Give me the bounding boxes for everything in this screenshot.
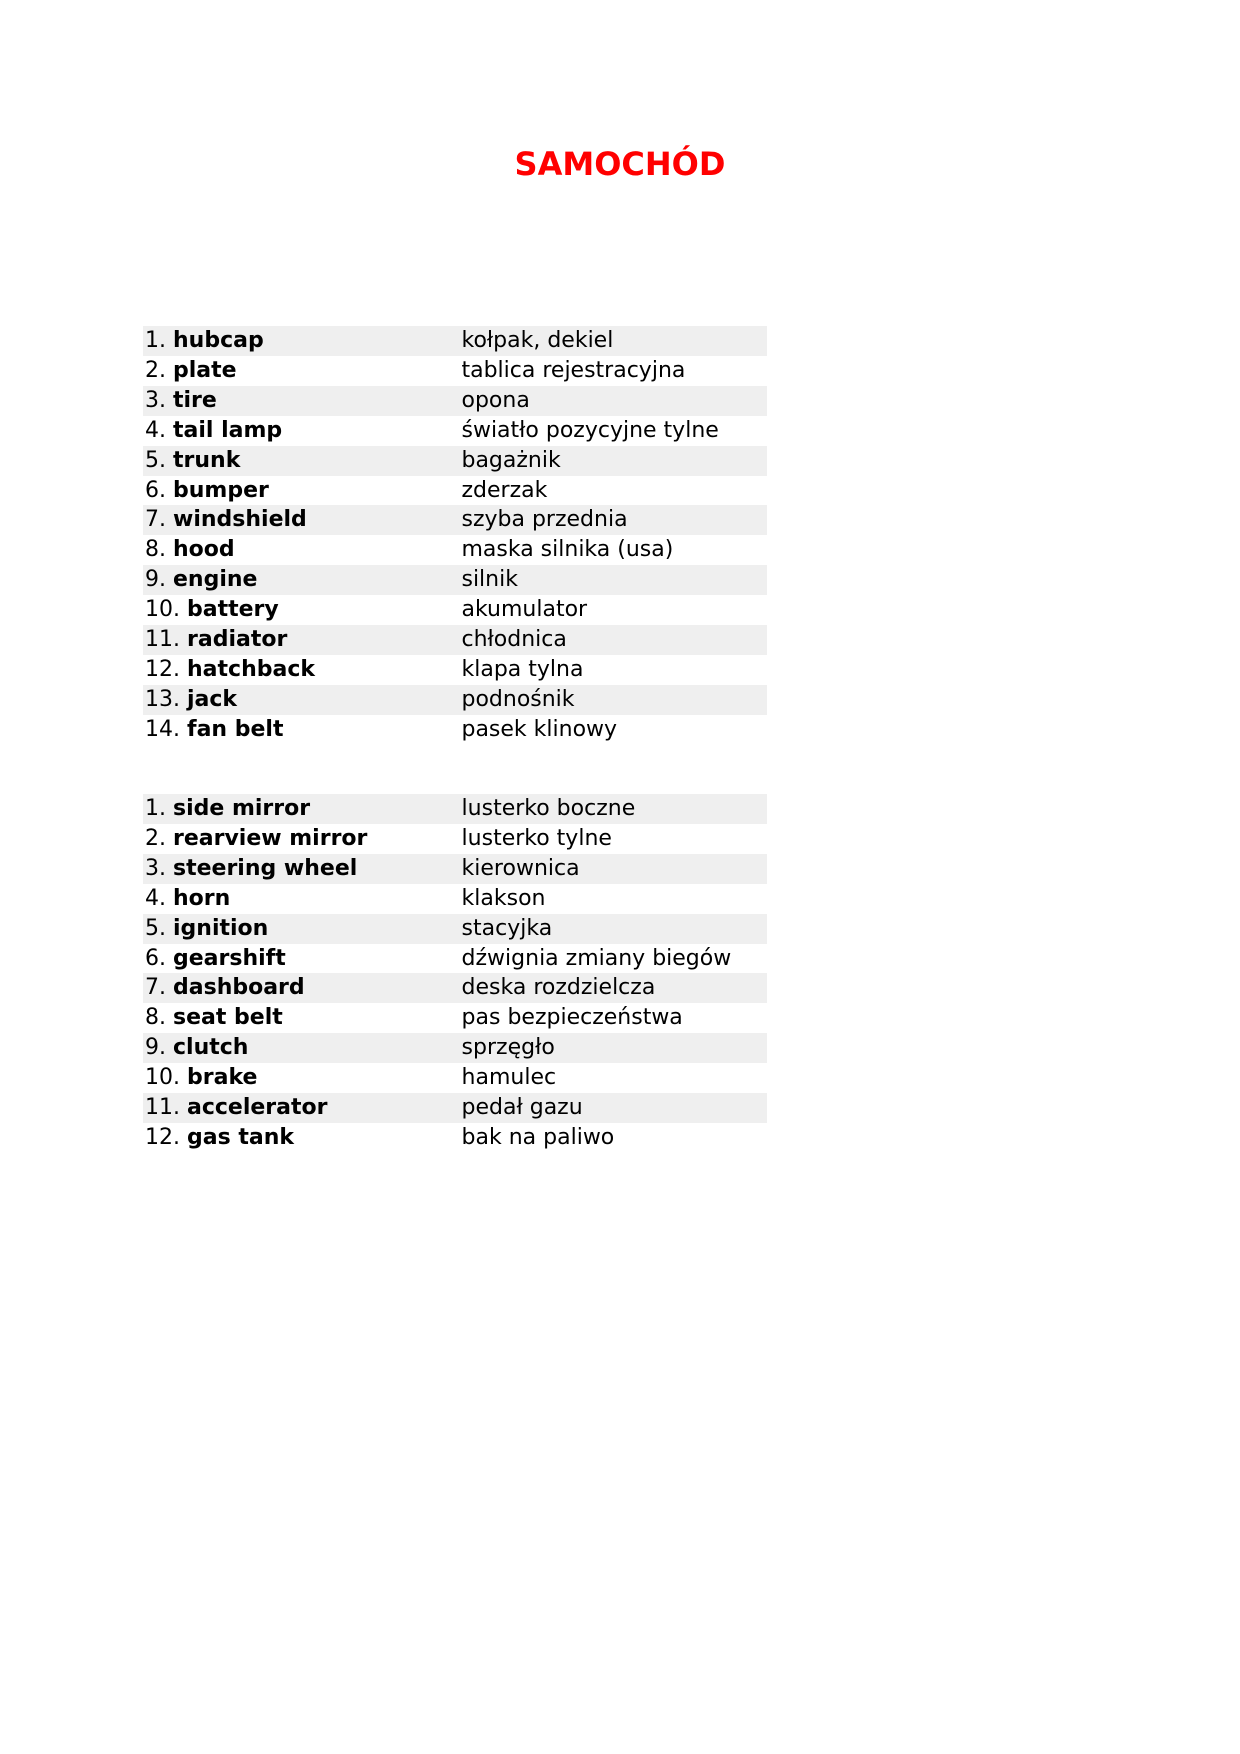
polish-translation: pedał gazu xyxy=(461,1095,583,1121)
vocabulary-row xyxy=(143,416,767,446)
item-number: 11. xyxy=(145,627,180,653)
polish-translation: klakson xyxy=(461,885,546,911)
english-term-cell xyxy=(143,565,461,595)
page-title: SAMOCHÓD xyxy=(514,145,726,183)
polish-translation: akumulator xyxy=(461,597,588,623)
vocabulary-row xyxy=(143,356,767,386)
item-number: 5. xyxy=(145,915,166,941)
english-term-cell xyxy=(143,973,462,1003)
english-term: steering wheel xyxy=(173,855,358,881)
english-term: hatchback xyxy=(187,656,315,682)
item-number: 5. xyxy=(145,447,166,473)
polish-translation: bagażnik xyxy=(461,447,561,473)
item-number: 1. xyxy=(145,796,166,821)
item-number: 4. xyxy=(145,417,166,443)
english-term-cell xyxy=(143,476,461,506)
polish-translation: stacyjka xyxy=(461,915,553,941)
vocabulary-row xyxy=(143,973,767,1003)
vocabulary-table-exterior xyxy=(143,326,767,745)
english-term: bumper xyxy=(173,477,269,503)
vocabulary-row xyxy=(143,476,767,506)
item-number: 2. xyxy=(145,825,166,851)
item-number: 7. xyxy=(145,507,166,533)
polish-translation: silnik xyxy=(461,567,518,593)
polish-translation: deska rozdzielcza xyxy=(461,975,656,1001)
vocabulary-row xyxy=(143,625,767,655)
vocabulary-row xyxy=(143,565,767,595)
polish-translation: sprzęgło xyxy=(461,1035,555,1061)
english-term: accelerator xyxy=(187,1095,328,1121)
english-term: trunk xyxy=(173,447,241,473)
english-term-cell xyxy=(143,824,462,854)
vocabulary-row xyxy=(143,1123,767,1153)
english-term-cell xyxy=(143,625,461,655)
polish-translation: hamulec xyxy=(461,1065,557,1091)
item-number: 12. xyxy=(145,656,180,682)
english-term-cell xyxy=(143,356,461,386)
item-number: 9. xyxy=(145,1035,166,1061)
english-term: windshield xyxy=(173,507,307,533)
english-term: seat belt xyxy=(173,1005,283,1031)
vocabulary-row xyxy=(143,1063,767,1093)
polish-translation: bak na paliwo xyxy=(461,1124,615,1150)
item-number: 10. xyxy=(145,1065,180,1091)
vocabulary-row xyxy=(143,1093,767,1123)
vocabulary-row xyxy=(143,655,767,685)
polish-translation: kołpak, dekiel xyxy=(461,328,614,353)
english-term-cell xyxy=(143,1063,462,1093)
english-term-cell xyxy=(143,655,461,685)
item-number: 12. xyxy=(145,1124,180,1150)
english-term: plate xyxy=(173,357,237,383)
polish-translation: kierownica xyxy=(461,855,580,881)
item-number: 3. xyxy=(145,855,166,881)
item-number: 6. xyxy=(145,945,166,971)
vocabulary-row xyxy=(143,944,767,974)
english-term-cell xyxy=(143,1033,462,1063)
english-term-cell xyxy=(143,914,462,944)
english-term: jack xyxy=(187,686,238,712)
vocabulary-row xyxy=(143,535,767,565)
item-number: 14. xyxy=(145,716,180,742)
polish-translation: szyba przednia xyxy=(461,507,628,533)
item-number: 3. xyxy=(145,387,166,413)
english-term: battery xyxy=(187,597,279,623)
vocabulary-row xyxy=(143,715,767,745)
polish-translation: chłodnica xyxy=(461,627,567,653)
polish-translation: pasek klinowy xyxy=(461,716,618,742)
item-number: 4. xyxy=(145,885,166,911)
polish-translation: lusterko tylne xyxy=(461,825,612,851)
item-number: 9. xyxy=(145,567,166,593)
vocabulary-row xyxy=(143,505,767,535)
item-number: 8. xyxy=(145,1005,166,1031)
english-term: radiator xyxy=(187,627,288,653)
english-term-cell xyxy=(143,505,461,535)
vocabulary-list-exterior xyxy=(143,326,767,745)
vocabulary-row xyxy=(143,326,767,356)
english-term-cell xyxy=(143,794,462,824)
polish-translation: światło pozycyjne tylne xyxy=(461,417,719,443)
english-term: engine xyxy=(173,567,258,593)
english-term-cell xyxy=(143,715,461,745)
vocabulary-row xyxy=(143,884,767,914)
item-number: 13. xyxy=(145,686,180,712)
item-number: 1. xyxy=(145,328,166,353)
english-term: brake xyxy=(187,1065,258,1091)
vocabulary-row xyxy=(143,595,767,625)
english-term-cell xyxy=(143,326,461,356)
english-term: hood xyxy=(173,537,235,563)
vocabulary-row xyxy=(143,854,767,884)
english-term-cell xyxy=(143,595,461,625)
polish-translation: podnośnik xyxy=(461,686,575,712)
vocabulary-row xyxy=(143,1033,767,1063)
english-term: ignition xyxy=(173,915,269,941)
english-term-cell xyxy=(143,535,461,565)
item-number: 2. xyxy=(145,357,166,383)
polish-translation: maska silnika (usa) xyxy=(461,537,674,563)
english-term: dashboard xyxy=(173,975,305,1001)
polish-translation: opona xyxy=(461,387,530,413)
item-number: 8. xyxy=(145,537,166,563)
english-term-cell xyxy=(143,446,461,476)
english-term: horn xyxy=(173,885,231,911)
item-number: 10. xyxy=(145,597,180,623)
item-number: 7. xyxy=(145,975,166,1001)
english-term-cell xyxy=(143,944,462,974)
english-term-cell xyxy=(143,854,462,884)
polish-translation: lusterko boczne xyxy=(461,796,636,821)
english-term: gas tank xyxy=(187,1124,295,1150)
vocabulary-row xyxy=(143,794,767,824)
polish-translation: pas bezpieczeństwa xyxy=(461,1005,683,1031)
english-term: side mirror xyxy=(173,796,311,821)
vocabulary-row xyxy=(143,685,767,715)
english-term: clutch xyxy=(173,1035,249,1061)
english-term-cell xyxy=(143,884,462,914)
english-term: rearview mirror xyxy=(173,825,368,851)
polish-translation: klapa tylna xyxy=(461,656,584,682)
english-term: hubcap xyxy=(173,328,264,353)
item-number: 6. xyxy=(145,477,166,503)
english-term-cell xyxy=(143,685,461,715)
polish-translation: tablica rejestracyjna xyxy=(461,357,686,383)
item-number: 11. xyxy=(145,1095,180,1121)
english-term: tire xyxy=(173,387,217,413)
vocabulary-row xyxy=(143,446,767,476)
english-term-cell xyxy=(143,386,461,416)
polish-translation: dźwignia zmiany biegów xyxy=(461,945,732,971)
english-term: tail lamp xyxy=(173,417,283,443)
vocabulary-table-interior xyxy=(143,794,767,1153)
english-term-cell xyxy=(143,1123,462,1153)
vocabulary-row xyxy=(143,824,767,854)
polish-translation: zderzak xyxy=(461,477,548,503)
english-term: gearshift xyxy=(173,945,286,971)
vocabulary-row xyxy=(143,386,767,416)
english-term: fan belt xyxy=(187,716,284,742)
english-term-cell xyxy=(143,1093,462,1123)
english-term-cell xyxy=(143,416,461,446)
english-term-cell xyxy=(143,1003,462,1033)
vocabulary-list-interior xyxy=(143,794,767,1153)
vocabulary-row xyxy=(143,1003,767,1033)
vocabulary-row xyxy=(143,914,767,944)
